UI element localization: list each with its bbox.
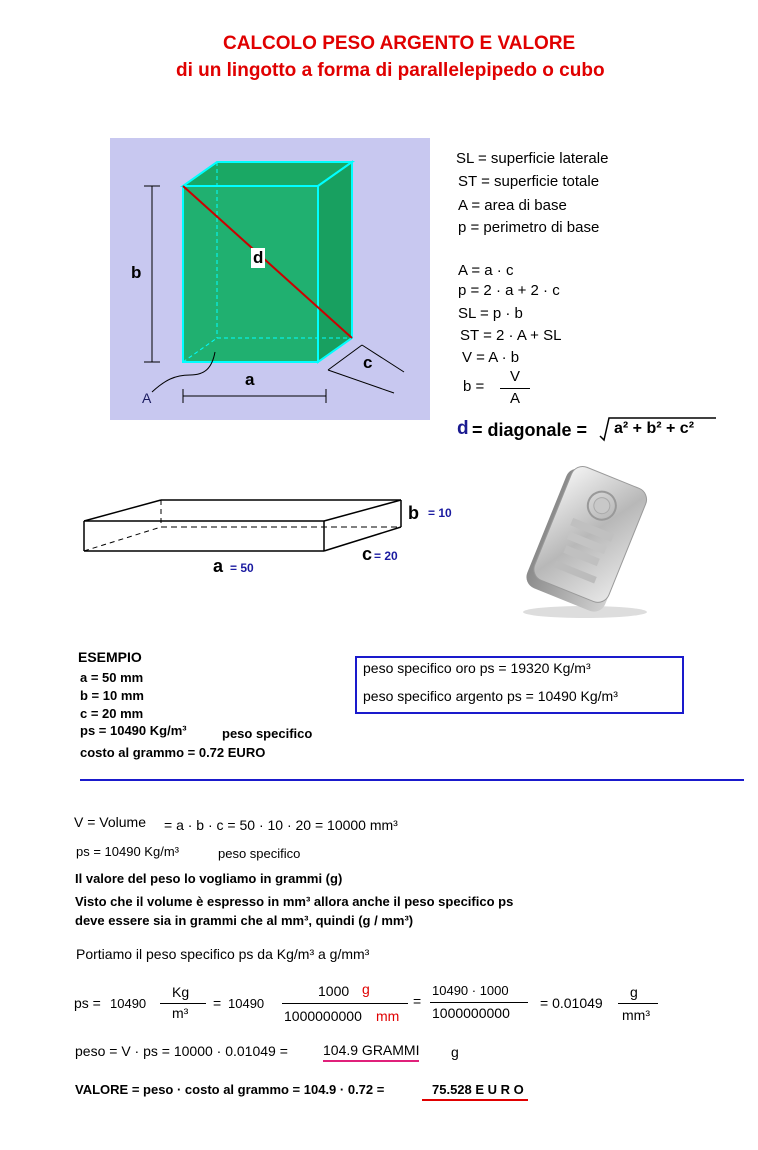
page-title: CALCOLO PESO ARGENTO E VALORE	[223, 33, 576, 54]
formula-perimeter: p = 2 · a + 2 · c	[458, 282, 560, 299]
conv-numerator-2: 10490 · 1000	[432, 983, 509, 998]
calc-ps: ps = 10490 Kg/m³	[76, 844, 179, 859]
cube-label-A: A	[142, 390, 152, 406]
conv-m3: m³	[172, 1005, 189, 1021]
section-divider	[80, 779, 744, 781]
conv-denominator-unit: mm	[376, 1008, 400, 1024]
example-c: c = 20 mm	[80, 706, 144, 721]
cube-label-b: b	[131, 263, 142, 282]
conv-denominator-2: 1000000000	[432, 1005, 510, 1021]
page-subtitle: di un lingotto a forma di parallelepipedo o cubo	[176, 60, 605, 81]
conv-fraction-line-3	[430, 1002, 528, 1003]
conv-numerator: 1000	[318, 983, 350, 999]
bar-label-a: a	[213, 556, 224, 576]
conv-fraction-line-1	[160, 1003, 206, 1004]
silver-ingot-image	[505, 462, 665, 622]
value-line: VALORE = peso · costo al grammo = 104.9 · 0.72 =	[75, 1082, 385, 1097]
legend-item: SL = superficie laterale	[456, 150, 609, 167]
value-result: 75.528 E U R O	[422, 1082, 528, 1101]
bar-label-c: c	[362, 544, 373, 564]
conv-lhs: ps =	[74, 995, 101, 1011]
example-a: a = 50 mm	[80, 670, 144, 685]
calc-note-1: Il valore del peso lo vogliamo in grammi (g)	[75, 871, 343, 886]
formula-b-lhs: b =	[463, 378, 485, 395]
bar-value-a: = 50	[230, 561, 254, 575]
formula-b-numerator: V	[510, 368, 521, 385]
conv-denominator: 1000000000	[284, 1008, 362, 1024]
cube-label-c: c	[363, 353, 373, 372]
legend-item: p = perimetro di base	[458, 219, 600, 236]
conv-numerator-unit: g	[362, 981, 370, 997]
conv-fraction-line-4	[618, 1003, 658, 1004]
conv-result: = 0.01049	[540, 995, 603, 1011]
conv-eq-1: =	[213, 995, 222, 1011]
bar-value-c: = 20	[374, 549, 398, 563]
cube-label-a: a	[245, 370, 255, 389]
example-b: b = 10 mm	[80, 688, 144, 703]
legend-item: A = area di base	[458, 197, 567, 214]
cube-label-d: d	[253, 248, 264, 267]
conv-kg: Kg	[172, 984, 190, 1000]
diagonal-symbol: d	[457, 418, 469, 439]
calc-volume-lhs: V = Volume	[74, 814, 146, 830]
example-ps: ps = 10490 Kg/m³	[80, 723, 187, 738]
formula-st: ST = 2 · A + SL	[460, 327, 562, 344]
formula-area: A = a · c	[458, 262, 514, 279]
calc-ps-note: peso specifico	[218, 846, 301, 861]
conv-fraction-line-2	[282, 1003, 408, 1004]
legend-item: ST = superficie totale	[458, 173, 600, 190]
conv-eq-2: =	[413, 993, 422, 1009]
example-ps-note: peso specifico	[222, 726, 313, 741]
example-cost: costo al grammo = 0.72 EURO	[80, 745, 266, 760]
diagonal-radicand: a² + b² + c²	[614, 420, 695, 437]
conv-value-1: 10490	[110, 996, 147, 1011]
example-heading: ESEMPIO	[78, 649, 142, 665]
weight-result: 104.9 GRAMMI	[323, 1042, 419, 1062]
calc-note-2: Visto che il volume è espresso in mm³ allora anche il peso specifico ps	[75, 894, 514, 909]
formula-b-denominator: A	[510, 390, 521, 407]
calc-volume-rhs: = a · b · c = 50 · 10 · 20 = 10000 mm³	[164, 817, 398, 833]
conv-result-mm3: mm³	[622, 1007, 650, 1023]
bar-label-b: b	[408, 503, 419, 523]
weight-unit: g	[451, 1044, 459, 1060]
formula-volume: V = A · b	[462, 349, 520, 366]
diagonal-label: = diagonale =	[472, 420, 588, 440]
conv-result-g: g	[630, 984, 638, 1000]
conv-value-2: 10490	[228, 996, 265, 1011]
calc-convert-heading: Portiamo il peso specifico ps da Kg/m³ a g/mm³	[76, 946, 370, 962]
weight-line: peso = V · ps = 10000 · 0.01049 =	[75, 1043, 288, 1059]
specific-weight-silver: peso specifico argento ps = 10490 Kg/m³	[363, 688, 618, 704]
specific-weight-gold: peso specifico oro ps = 19320 Kg/m³	[363, 660, 591, 676]
bar-value-b: = 10	[428, 506, 452, 520]
formula-sl: SL = p · b	[458, 305, 523, 322]
calc-note-3: deve essere sia in grammi che al mm³, quindi (g / mm³)	[75, 913, 414, 928]
